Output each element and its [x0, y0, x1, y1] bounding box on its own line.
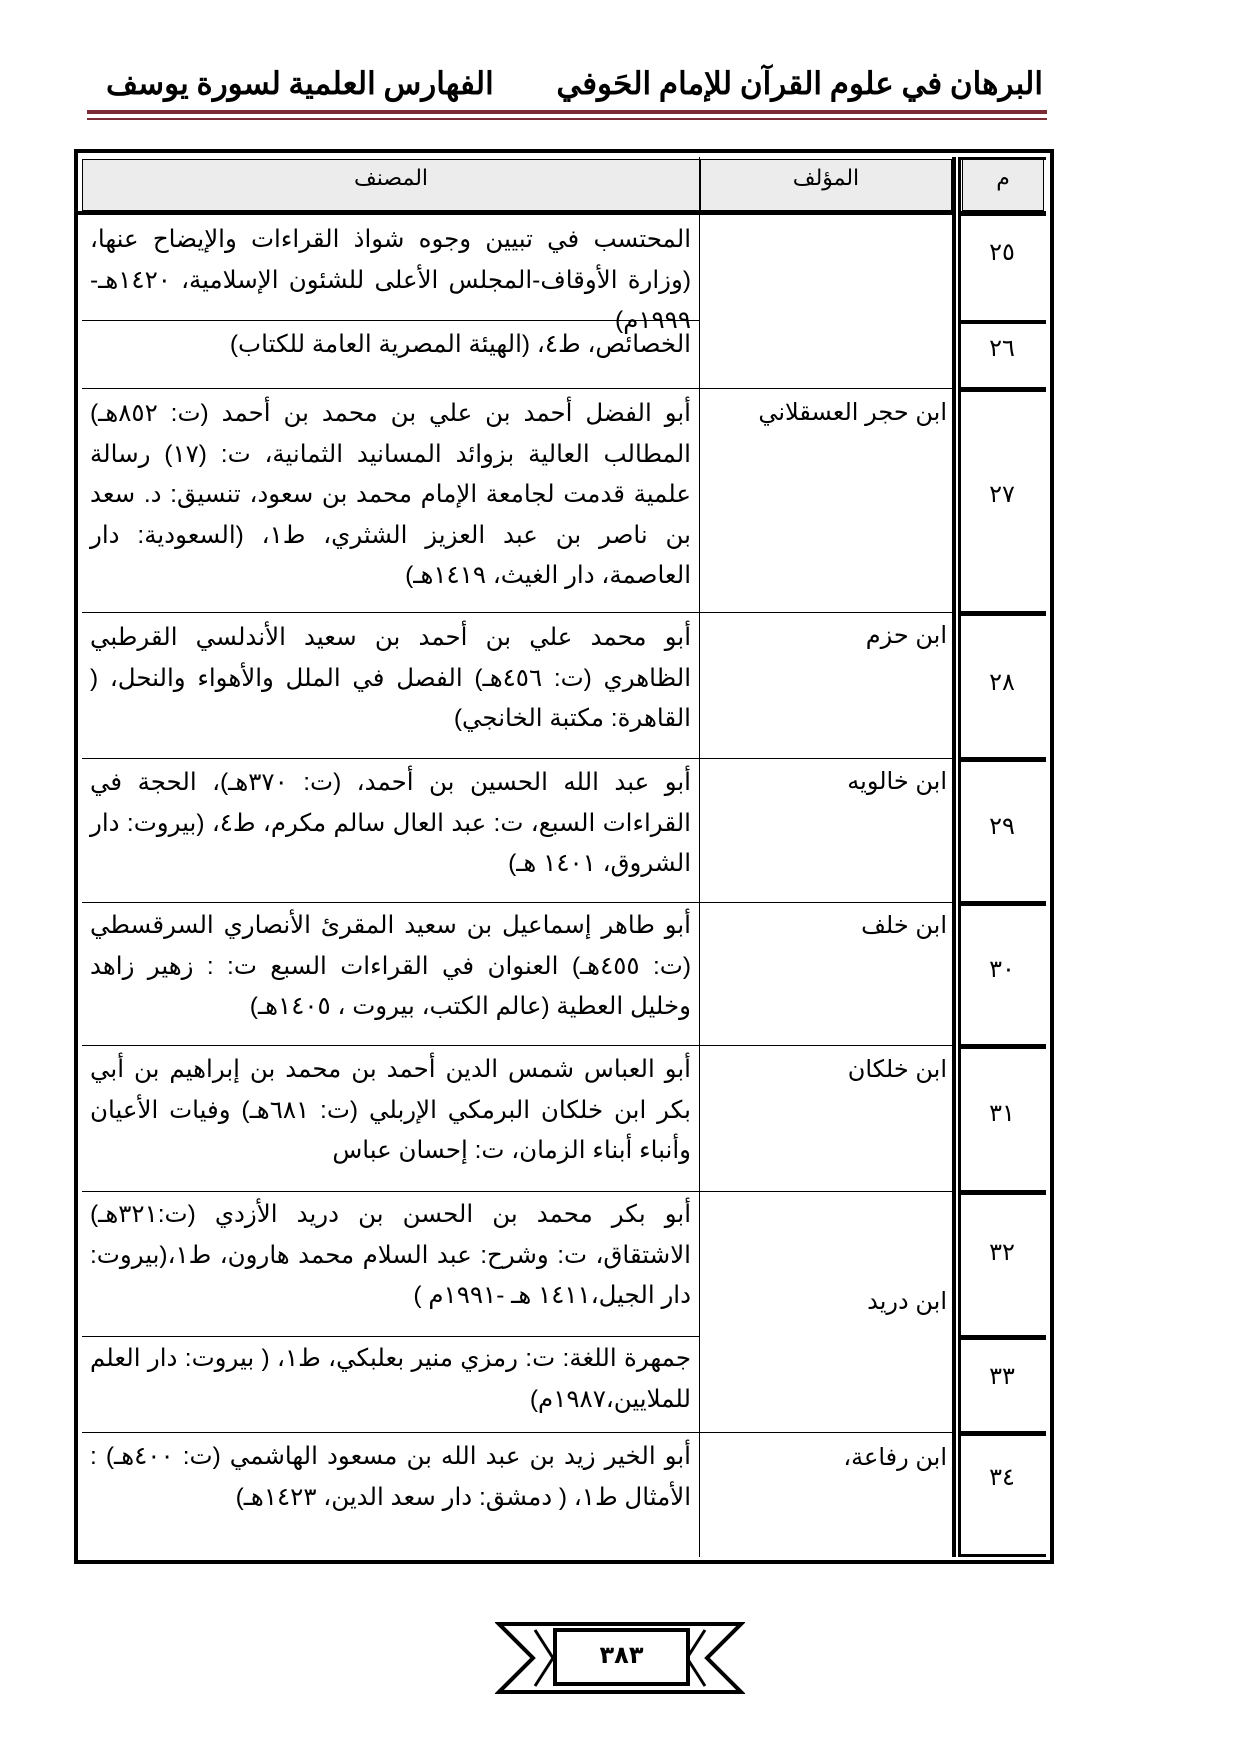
row-divider	[82, 902, 952, 903]
row-number: ٣٣	[989, 1363, 1015, 1390]
author-name: ابن خالويه	[847, 768, 947, 795]
column-header-work: المصنف	[82, 159, 700, 211]
row-divider	[958, 1044, 1046, 1049]
row-divider	[82, 612, 952, 613]
work-citation: الخصائص، ط٤، (الهيئة المصرية العامة للكتاب)	[229, 331, 691, 358]
row-divider	[958, 901, 1046, 906]
row-divider	[82, 1432, 952, 1433]
row-number: ٢٧	[989, 481, 1015, 508]
row-number: ٣٠	[989, 956, 1015, 983]
work-citation: المحتسب في تبيين وجوه شواذ القراءات والإيضاح عنها، (وزارة الأوقاف-المجلس الأعلى للشئون الإسلامية، ١٤٢٠هـ- ١٩٩٩م)	[90, 226, 691, 334]
work-citation: أبو الخير زيد بن عبد الله بن مسعود الهاشمي (ت: ٤٠٠هـ) : الأمثال ط١، ( دمشق: دار سعد الدين، ١٤٢٣هـ)	[90, 1443, 691, 1511]
row-divider	[78, 211, 952, 215]
row-divider	[82, 1336, 700, 1337]
row-divider	[82, 1191, 952, 1192]
header-rule-thick	[87, 110, 1047, 114]
author-name: ابن رفاعة،	[843, 1444, 947, 1471]
row-number: ٣١	[989, 1100, 1015, 1127]
row-divider	[82, 758, 952, 759]
book-title: البرهان في علوم القرآن للإمام الحَوفي	[556, 66, 1043, 101]
section-title: الفهارس العلمية لسورة يوسف	[106, 66, 494, 101]
work-citation: أبو الفضل أحمد بن علي بن محمد بن أحمد (ت: ٨٥٢هـ) المطالب العالية بزوائد المسانيد الثمانية، ت: (١٧) رسالة علمية قدمت لجامعة الإمام محمد بن سعود، تنسيق: د. سعد بن ناصر بن عبد العزيز الشثري، ط١، (السعودية: دار العاصمة، دار الغيث، ١٤١٩هـ)	[90, 400, 691, 589]
row-divider	[82, 388, 952, 389]
row-divider	[958, 211, 1046, 216]
number-column-frame	[958, 157, 1046, 1557]
row-number: ٢٨	[989, 669, 1015, 696]
header-rule-thin	[87, 118, 1047, 120]
author-name: ابن خلكان	[847, 1056, 947, 1083]
row-divider	[958, 757, 1046, 762]
work-citation: أبو بكر محمد بن الحسن بن دريد الأزدي (ت:٣٢١هـ) الاشتقاق، ت: وشرح: عبد السلام محمد هارون، ط١،(بيروت: دار الجيل،١٤١١ هـ -١٩٩١م )	[90, 1201, 691, 1309]
page-number: ٣٨٣	[553, 1628, 690, 1686]
author-name: ابن حزم	[865, 622, 947, 649]
number-column-separator	[952, 157, 956, 1557]
row-number: ٢٩	[989, 813, 1015, 840]
row-number: ٢٥	[989, 239, 1015, 266]
work-citation: أبو محمد علي بن أحمد بن سعيد الأندلسي القرطبي الظاهري (ت: ٤٥٦هـ) الفصل في الملل والأهواء والنحل، ( القاهرة: مكتبة الخانجي)	[90, 624, 691, 732]
author-column-separator	[699, 157, 700, 1557]
row-divider	[958, 1190, 1046, 1195]
row-divider	[958, 611, 1046, 616]
row-number: ٢٦	[989, 335, 1015, 362]
work-citation: أبو عبد الله الحسين بن أحمد، (ت: ٣٧٠هـ)، الحجة في القراءات السبع، ت: عبد العال سالم مكرم، ط٤، (بيروت: دار الشروق، ١٤٠١ هـ)	[90, 769, 691, 877]
author-name: ابن خلف	[861, 912, 947, 939]
work-citation: أبو العباس شمس الدين أحمد بن محمد بن إبراهيم بن أبي بكر ابن خلكان البرمكي الإربلي (ت: ٦٨١هـ) وفيات الأعيان وأنباء أبناء الزمان، ت: إحسان عباس	[90, 1056, 691, 1164]
row-divider	[958, 320, 1046, 324]
row-divider	[82, 1045, 952, 1046]
column-header-author: المؤلف	[700, 159, 952, 211]
row-number: ٣٢	[989, 1239, 1015, 1266]
row-divider	[958, 1431, 1046, 1436]
author-name: ابن دريد	[867, 1288, 947, 1315]
row-number: ٣٤	[989, 1464, 1015, 1491]
work-citation: جمهرة اللغة: ت: رمزي منير بعلبكي، ط١، ( بيروت: دار العلم للملايين،١٩٨٧م)	[90, 1345, 691, 1413]
row-divider	[958, 387, 1046, 392]
row-divider	[958, 1335, 1046, 1340]
column-header-number: م	[962, 159, 1044, 211]
author-name: ابن حجر العسقلاني	[758, 399, 947, 426]
work-citation: أبو طاهر إسماعيل بن سعيد المقرئ الأنصاري السرقسطي (ت: ٤٥٥هـ) العنوان في القراءات السبع ت: : زهير زاهد وخليل العطية (عالم الكتب، بيروت ، ١٤٠٥هـ)	[90, 912, 691, 1020]
